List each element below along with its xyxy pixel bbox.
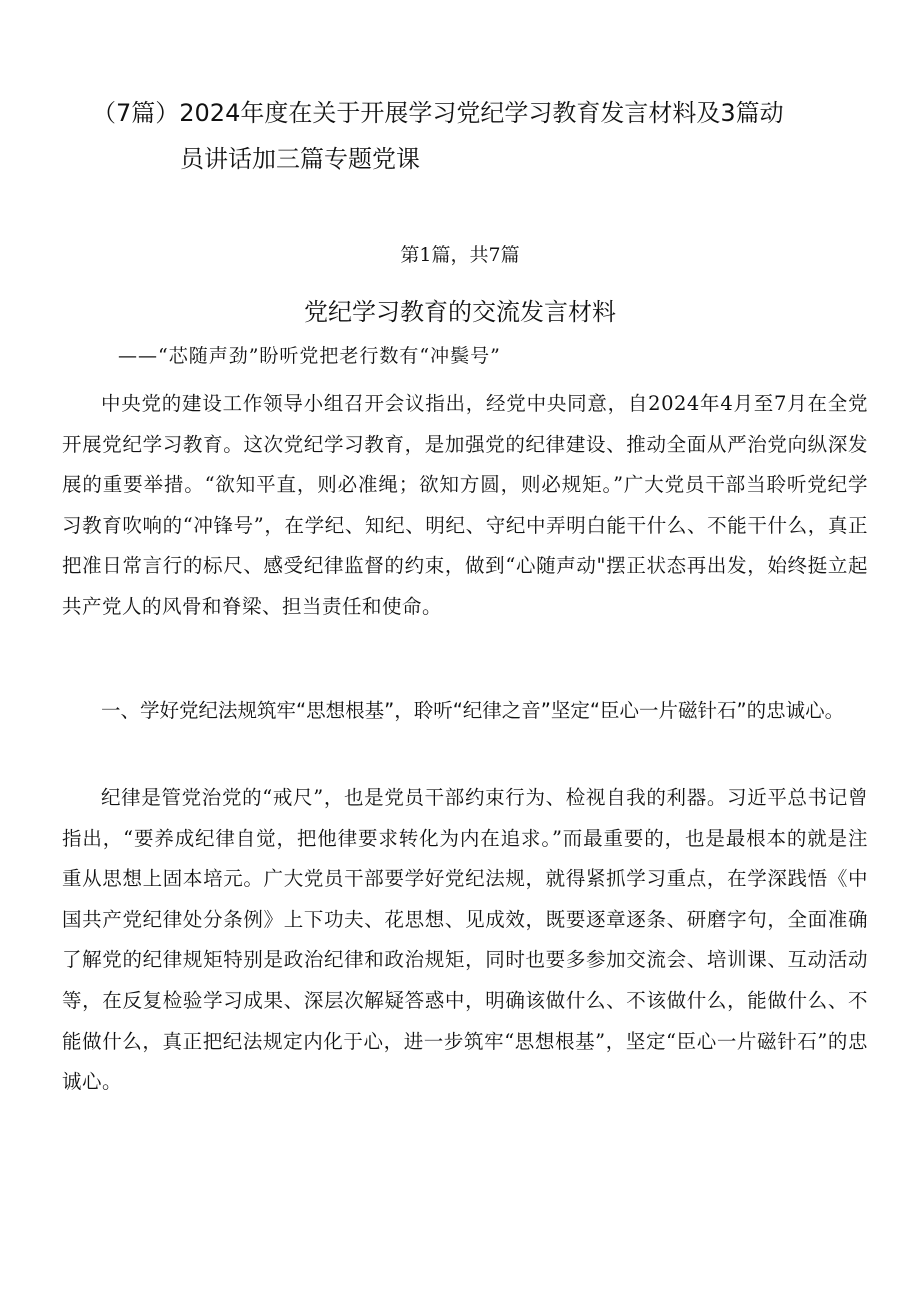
document-title	[92, 90, 892, 182]
article-subtitle: ——“芯随声劲”盼听党把老行数有“冲鬓号”	[118, 345, 501, 367]
section-heading-1: 一、学好党纪法规筑牢“思想根基”，聆听“纪律之音”坚定“臣心一片磁针石”的忠诚心。	[101, 699, 845, 722]
document-title-line2: 员讲话加三篇专题党课	[180, 145, 420, 173]
part-label: 第1篇，共7篇	[400, 244, 520, 266]
document-title-line1: （7篇）2024年度在关于开展学习党纪学习教育发言材料及3篇动	[92, 99, 784, 127]
paragraph-section-1: 纪律是管党治党的“戒尺”，也是党员干部约束行为、检视自我的利器。习近平总书记曾指出，“要养成纪律自觉，把他律要求转化为内在追求。”而最重要的，也是最根本的就是注重从思想上固本培元。广大党员干部要学好党纪法规，就得紧抓学习重点，在学深践悟《中国共产党纪律处分条例》上下功夫、花思想、见成效，既要逐章逐条、研磨字句，全面准确了解党的纪律规矩特别是政治纪律和政治规矩，同时也要多参加交流会、培训课、互动活动等，在反复检验学习成果、深层次解疑答惑中，明确该做什么、不该做什么，能做什么、不能做什么，真正把纪法规定内化于心，进一步筑牢“思想根基”，坚定“臣心一片磁针石”的忠诚心。	[62, 786, 868, 1094]
article-title: 党纪学习教育的交流发言材料	[304, 298, 616, 326]
paragraph-intro: 中央党的建设工作领导小组召开会议指出，经党中央同意，自2024年4月至7月在全党开展党纪学习教育。这次党纪学习教育，是加强党的纪律建设、推动全面从严治党向纵深发展的重要举措。“欲知平直，则必准绳；欲知方圆，则必规矩。”广大党员干部当聆听党纪学习教育吹响的“冲锋号”，在学纪、知纪、明纪、守纪中弄明白能干什么、不能干什么，真正把准日常言行的标尺、感受纪律监督的约束，做到“心随声动"摆正状态再出发，始终挺立起共产党人的风骨和脊梁、担当责任和使命。	[62, 392, 868, 618]
